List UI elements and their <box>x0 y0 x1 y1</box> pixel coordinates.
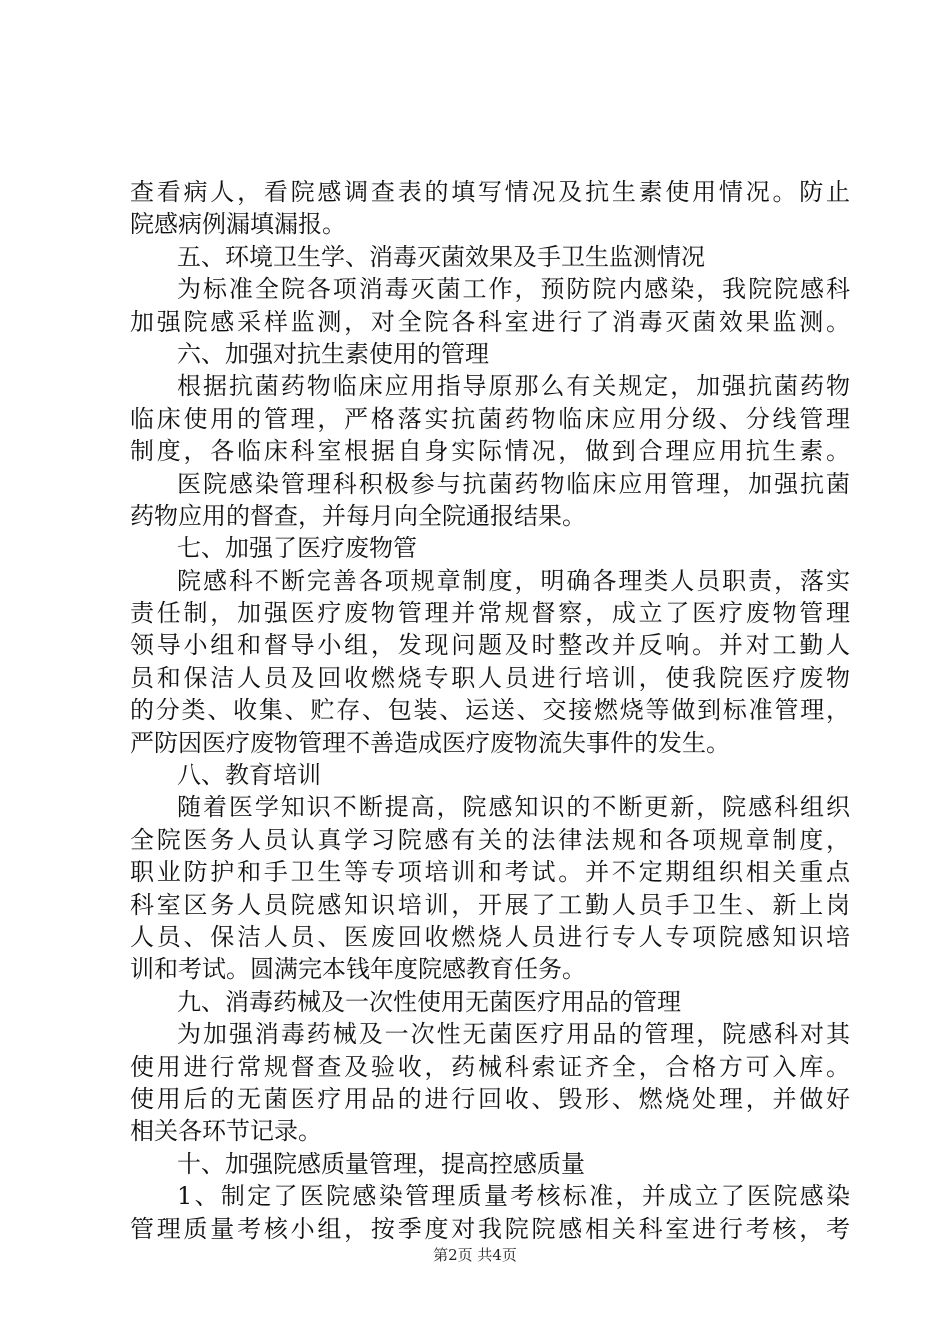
text-line: 职业防护和手卫生等专项培训和考试。并不定期组织相关重点 <box>130 858 850 887</box>
text-line: 临床使用的管理，严格落实抗菌药物临床应用分级、分线管理 <box>130 404 850 433</box>
text-line: 院感病例漏填漏报。 <box>130 210 346 239</box>
text-line: 随着医学知识不断提高，院感知识的不断更新，院感科组织 <box>177 793 850 822</box>
text-line: 责任制，加强医疗废物管理并常规督察，成立了医疗废物管理 <box>130 599 850 628</box>
text-line: 九、消毒药械及一次性使用无菌医疗用品的管理 <box>177 987 681 1016</box>
text-line: 为标准全院各项消毒灭菌工作，预防院内感染，我院院感科 <box>177 275 850 304</box>
text-line: 为加强消毒药械及一次性无菌医疗用品的管理，院感科对其 <box>177 1020 850 1049</box>
text-line: 五、环境卫生学、消毒灭菌效果及手卫生监测情况 <box>177 242 705 271</box>
text-line: 人员、保洁人员、医废回收燃烧人员进行专人专项院感知识培 <box>130 922 850 951</box>
text-line: 严防因医疗废物管理不善造成医疗废物流失事件的发生。 <box>130 728 730 757</box>
text-line: 科室区务人员院感知识培训，开展了工勤人员手卫生、新上岗 <box>130 890 850 919</box>
text-line: 训和考试。圆满完本钱年度院感教育任务。 <box>130 955 586 984</box>
text-line: 八、教育培训 <box>177 761 321 790</box>
text-line: 1、制定了医院感染管理质量考核标准，并成立了医院感染 <box>177 1182 850 1211</box>
text-line: 使用进行常规督查及验收，药械科索证齐全，合格方可入库。 <box>130 1052 850 1081</box>
text-line: 全院医务人员认真学习院感有关的法律法规和各项规章制度， <box>130 825 850 854</box>
text-line: 领导小组和督导小组，发现问题及时整改并反响。并对工勤人 <box>130 631 850 660</box>
text-line: 管理质量考核小组，按季度对我院院感相关科室进行考核，考 <box>130 1214 850 1243</box>
text-line: 根据抗菌药物临床应用指导原那么有关规定，加强抗菌药物 <box>177 372 850 401</box>
text-line: 医院感染管理科积极参与抗菌药物临床应用管理，加强抗菌 <box>177 469 850 498</box>
text-line: 的分类、收集、贮存、包装、运送、交接燃烧等做到标准管理， <box>130 696 850 725</box>
text-line: 相关各环节记录。 <box>130 1117 322 1146</box>
text-line: 加强院感采样监测，对全院各科室进行了消毒灭菌效果监测。 <box>130 307 850 336</box>
document-body <box>130 176 850 1245</box>
text-line: 查看病人，看院感调查表的填写情况及抗生素使用情况。防止 <box>130 178 850 206</box>
text-line: 使用后的无菌医疗用品的进行回收、毁形、燃烧处理，并做好 <box>130 1084 850 1113</box>
text-line: 七、加强了医疗废物管 <box>177 534 417 563</box>
text-line: 十、加强院感质量管理，提高控感质量 <box>177 1149 585 1178</box>
text-line: 制度，各临床科室根据自身实际情况，做到合理应用抗生素。 <box>130 437 850 466</box>
text-line: 六、加强对抗生素使用的管理 <box>177 339 489 368</box>
page-footer <box>0 1244 950 1265</box>
text-line: 员和保洁人员及回收燃烧专职人员进行培训，使我院医疗废物 <box>130 663 850 692</box>
text-line: 院感科不断完善各项规章制度，明确各理类人员职责，落实 <box>177 566 850 595</box>
text-line: 药物应用的督查，并每月向全院通报结果。 <box>130 501 586 530</box>
page-number: 第2页 共4页 <box>433 1246 517 1264</box>
